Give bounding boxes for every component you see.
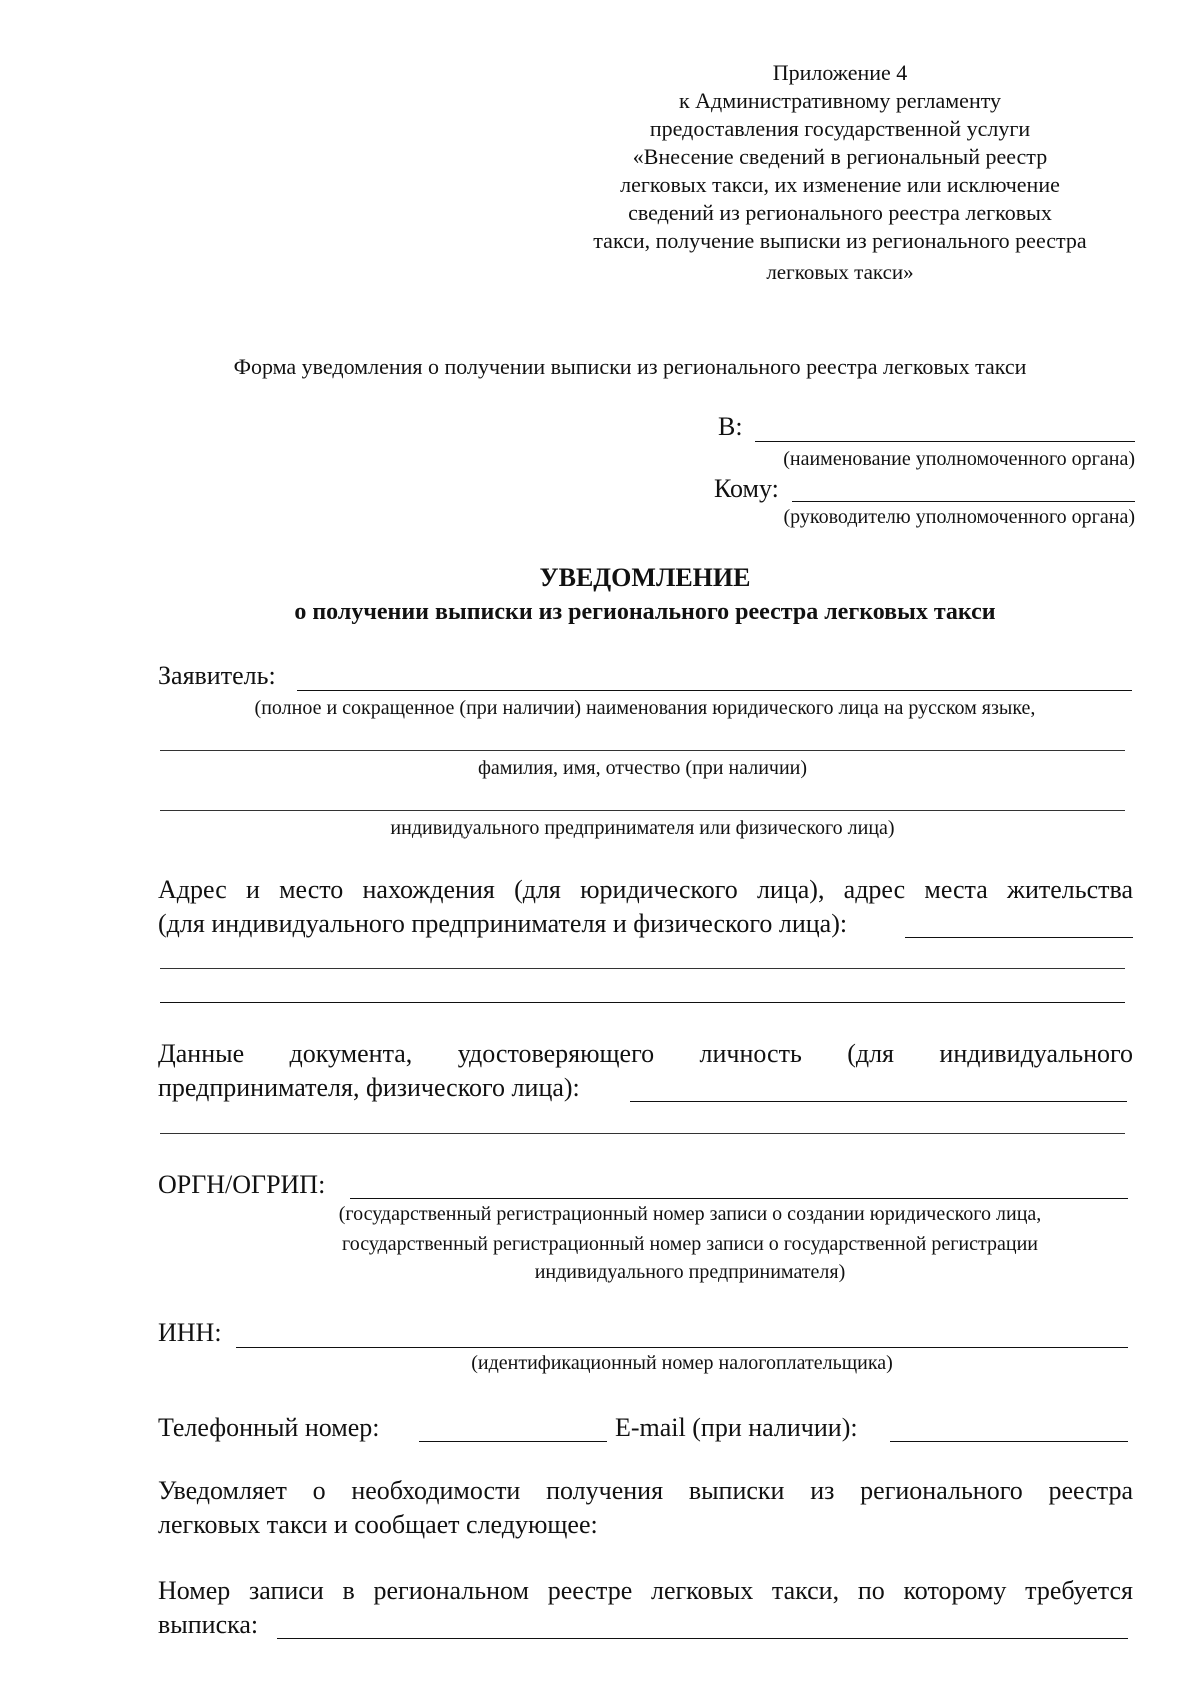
- identity-text-1: Данные документа, удостоверяющего личность (для индивидуального: [158, 1039, 1133, 1068]
- record-text-2: выписка:: [158, 1610, 259, 1639]
- address-field-line-1[interactable]: [905, 937, 1133, 938]
- email-label: E-mail (при наличии):: [615, 1413, 858, 1442]
- to-label: В:: [718, 412, 743, 441]
- record-text-1: Номер записи в региональном реестре легковых такси, по которому требуется: [158, 1576, 1133, 1605]
- ogrn-field-line[interactable]: [350, 1198, 1128, 1199]
- applicant-caption-3: индивидуального предпринимателя или физического лица): [390, 817, 895, 839]
- phone-label: Телефонный номер:: [158, 1413, 380, 1442]
- whom-caption: (руководителю уполномоченного органа): [783, 506, 1135, 528]
- identity-field-line-2[interactable]: [160, 1133, 1125, 1134]
- notice-text-1: Уведомляет о необходимости получения выписки из регионального реестра: [158, 1476, 1133, 1505]
- address-text-1: Адрес и место нахождения (для юридического лица), адрес места жительства: [158, 875, 1133, 904]
- ogrn-label: ОРГН/ОГРИП:: [158, 1170, 326, 1199]
- email-field-line[interactable]: [890, 1441, 1128, 1442]
- whom-label: Кому:: [714, 474, 779, 503]
- record-field-line[interactable]: [277, 1638, 1128, 1639]
- appendix-line: легковых такси, их изменение или исключение: [620, 172, 1060, 197]
- address-field-line-2[interactable]: [160, 968, 1125, 969]
- address-field-line-3[interactable]: [160, 1002, 1125, 1003]
- notice-text-2: легковых такси и сообщает следующее:: [158, 1510, 598, 1539]
- notice-subheading: о получении выписки из регионального реестра легковых такси: [294, 599, 996, 625]
- phone-field-line[interactable]: [419, 1441, 607, 1442]
- address-text-2: (для индивидуального предпринимателя и физического лица):: [158, 909, 848, 938]
- form-title: Форма уведомления о получении выписки из регионального реестра легковых такси: [233, 354, 1027, 379]
- whom-field-line[interactable]: [792, 501, 1135, 502]
- applicant-caption-2: фамилия, имя, отчество (при наличии): [477, 757, 808, 779]
- ogrn-caption-2: государственный регистрационный номер записи о государственной регистрации: [342, 1233, 1038, 1255]
- inn-field-line[interactable]: [236, 1347, 1128, 1348]
- identity-field-line-1[interactable]: [630, 1101, 1127, 1102]
- inn-caption: (идентификационный номер налогоплательщика): [471, 1352, 893, 1374]
- notice-heading: УВЕДОМЛЕНИЕ: [539, 563, 751, 592]
- appendix-line: к Административному регламенту: [678, 88, 1002, 113]
- appendix-line: «Внесение сведений в региональный реестр: [632, 144, 1048, 169]
- appendix-line: сведений из регионального реестра легковых: [628, 200, 1052, 225]
- appendix-line: такси, получение выписки из регионального реестра: [593, 228, 1087, 253]
- to-caption: (наименование уполномоченного органа): [783, 448, 1135, 470]
- applicant-field-line-3[interactable]: [160, 810, 1125, 811]
- applicant-field-line-2[interactable]: [160, 750, 1125, 751]
- identity-text-2: предпринимателя, физического лица):: [158, 1073, 580, 1102]
- applicant-caption-1: (полное и сокращенное (при наличии) наименования юридического лица на русском языке,: [254, 697, 1036, 719]
- applicant-field-line[interactable]: [297, 690, 1132, 691]
- ogrn-caption-3: индивидуального предпринимателя): [534, 1261, 846, 1283]
- ogrn-caption-1: (государственный регистрационный номер записи о создании юридического лица,: [338, 1203, 1042, 1225]
- appendix-line: легковых такси»: [766, 260, 914, 284]
- appendix-line: Приложение 4: [772, 60, 908, 85]
- inn-label: ИНН:: [158, 1318, 222, 1347]
- appendix-line: предоставления государственной услуги: [649, 116, 1031, 141]
- applicant-label: Заявитель:: [158, 661, 276, 690]
- to-field-line[interactable]: [755, 441, 1135, 442]
